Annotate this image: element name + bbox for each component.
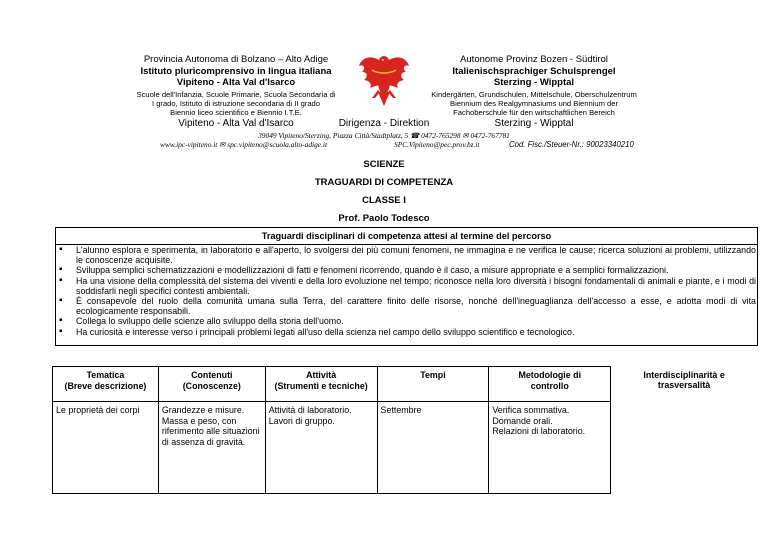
location-de: Sterzing - Wipptal: [493, 77, 575, 88]
table-cell: Le proprietà dei corpi: [53, 402, 159, 494]
institute-de: Italienischsprachiger Schulsprengel: [452, 66, 616, 77]
table-cell: Attività di laboratorio. Lavori di gruppo.: [265, 402, 377, 494]
province-de: Autonome Provinz Bozen - Südtirol: [460, 54, 608, 65]
schools-de-3: Fachoberschule für den wirtschaftlichen Bereich: [453, 108, 615, 117]
table-cell: [611, 402, 758, 494]
goal-item: ▪ Ha curiosità e interesse verso i principali problemi legati all'uso della scienza nel campo dello sviluppo scientifico e tecnologico.: [56, 327, 756, 337]
goal-item: ▪ Ha una visione della complessità del sistema dei viventi e della loro evoluzione nel tempo; riconosce nella loro diversità i bisogni fondamentali di animali e piante, e i modi di soddisfarli negli specifici contesti ambientali.: [56, 276, 756, 296]
table-cell: Grandezze e misure. Massa e peso, con riferimento alle situazioni di assenza di gravità.: [158, 402, 265, 494]
schools-de-1: Kindergärten, Grundschulen, Mittelschule, Oberschulzentrum: [431, 90, 637, 99]
goal-item: ▪ Sviluppa semplici schematizzazioni e modellizzazioni di fatti e fenomeni ricorrendo, quando è il caso, a misure appropriate e a semplici formalizzazioni.: [56, 265, 756, 275]
goals-list: [56, 243, 757, 337]
table-header-cell: Contenuti (Conoscenze): [158, 367, 265, 402]
table-cell: Verifica sommativa. Domande orali. Relazioni di laboratorio.: [489, 402, 611, 494]
goals-list-box: [55, 243, 758, 346]
goal-item: ▪ Collega lo sviluppo delle scienze allo sviluppo della storia dell'uomo.: [56, 316, 756, 326]
address-line: 39049 Vipiteno/Sterzing, Piazza Città/Stadtplatz, 5 ☎ 0472-765298 ✉ 0472-767781: [258, 131, 510, 140]
table-cell: Settembre: [377, 402, 489, 494]
schools-it-2: I grado, Istituto di istruzione secondaria di II grado: [151, 99, 320, 108]
fiscal-code: Cod. Fisc./Steuer-Nr.: 90023340210: [509, 140, 634, 149]
goal-item: ▪ È consapevole del ruolo della comunità umana sulla Terra, del carattere finito delle risorse, nonché dell'ineguaglianza dell'accesso a esse, e adotta modi di vita ecologicamente responsabili.: [56, 296, 756, 316]
table-header-cell: Interdisciplinarità e trasversalità: [643, 369, 725, 390]
pec-email: SPC.Vipiteno@pec.prov.bz.it: [394, 140, 480, 149]
table-row: [53, 402, 758, 494]
table-header-cell: Tematica (Breve descrizione): [53, 367, 159, 402]
table-header-row: [53, 367, 758, 402]
teacher-name: Prof. Paolo Todesco: [338, 213, 430, 224]
place-it: Vipiteno - Alta Val d'Isarco: [178, 118, 294, 129]
place-de: Sterzing - Wipptal: [494, 118, 574, 129]
eagle-logo-icon: [356, 50, 412, 110]
province-it: Provincia Autonoma di Bolzano – Alto Adige: [143, 54, 329, 65]
subject-title: SCIENZE: [363, 159, 405, 170]
schools-it-1: Scuole dell'Infanzia, Scuole Primarie, Scuola Secondaria di: [136, 90, 336, 99]
table-header-cell: Metodologie di controllo: [489, 367, 611, 402]
schools-de-2: Biennium des Realgymnasiums und Biennium der: [450, 99, 618, 108]
table-header-cell: Attività (Strumenti e tecniche): [265, 367, 377, 402]
web-contacts: www.ipc-vipiteno.it ✉ spc.vipiteno@scuola.alto-adige.it: [160, 140, 328, 149]
table-header-cell: Tempi: [377, 367, 489, 402]
planning-table: [52, 366, 758, 494]
competences-title: TRAGUARDI DI COMPETENZA: [314, 177, 454, 188]
direction-label: Dirigenza - Direktion: [338, 118, 430, 129]
goals-heading: Traguardi disciplinari di competenza attesi al termine del percorso: [261, 231, 552, 241]
institute-it: Istituto pluricomprensivo in lingua italiana: [140, 66, 332, 77]
class-title: CLASSE I: [362, 195, 406, 206]
location-it: Vipiteno - Alta Val d'Isarco: [176, 77, 296, 88]
schools-it-3: Biennio liceo scientifico e Biennio I.T.E.: [170, 108, 302, 117]
goal-item: ▪ L'alunno esplora e sperimenta, in laboratorio e all'aperto, lo svolgersi dei più comuni fenomeni, ne immagina e ne verifica le cause; ricerca soluzioni ai problemi, utilizzando le conoscenze acquisite.: [56, 245, 756, 265]
